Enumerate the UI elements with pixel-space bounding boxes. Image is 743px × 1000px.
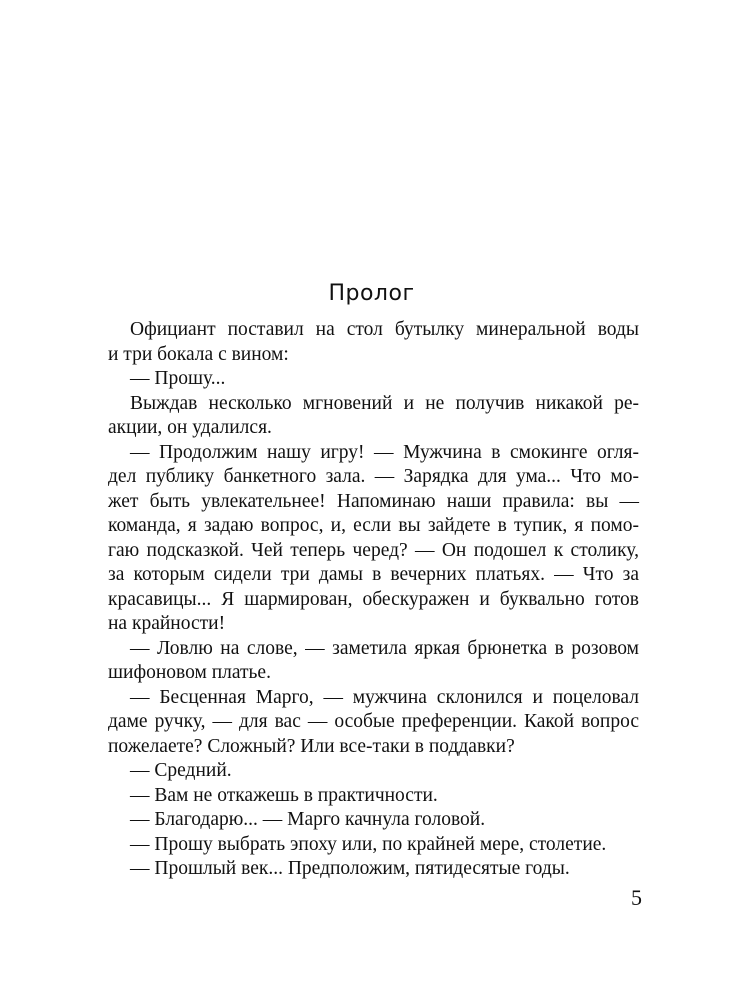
text-line: гаю подсказкой. Чей теперь черед? — Он подошел к столику,	[108, 539, 639, 561]
text-line: красавицы... Я шармирован, обескуражен и буквально готов	[108, 588, 639, 610]
text-line: на крайности!	[108, 613, 226, 634]
text-line: и три бокала с вином:	[108, 343, 289, 365]
text-line: шифоновом платье.	[108, 662, 271, 683]
text-line: — Прошу...	[130, 368, 226, 389]
text-line: команда, я задаю вопрос, и, если вы зайдете в тупик, я помо-	[108, 515, 639, 536]
text-line: даме ручку, — для вас — особые преференции. Какой вопрос	[108, 711, 639, 732]
text-line: Официант поставил на стол бутылку минеральной воды	[130, 319, 639, 340]
text-line: акции, он удалился.	[108, 417, 272, 438]
text-line: пожелаете? Сложный? Или все-таки в поддавки?	[108, 735, 515, 757]
text-line: — Средний.	[130, 760, 232, 781]
text-line: дел публику банкетного зала. — Зарядка для ума... Что мо-	[108, 466, 639, 487]
text-line: — Ловлю на слове, — заметила яркая брюнетка в розовом	[130, 637, 639, 659]
text-line: — Вам не откажешь в практичности.	[130, 784, 438, 806]
text-line: — Прошу выбрать эпоху или, по крайней мере, столетие.	[130, 833, 607, 855]
text-line: — Прошлый век... Предположим, пятидесятые годы.	[130, 858, 570, 879]
text-line: за которым сидели три дамы в вечерних платьях. — Что за	[108, 564, 639, 585]
body-text	[108, 318, 639, 882]
text-line: жет быть увлекательнее! Напоминаю наши правила: вы —	[108, 490, 639, 512]
text-line: — Бесценная Марго, — мужчина склонился и поцеловал	[130, 686, 639, 708]
text-line: — Продолжим нашу игру! — Мужчина в смокинге огля-	[130, 441, 639, 463]
chapter-title: Пролог	[328, 281, 415, 306]
text-line: — Благодарю... — Марго качнула головой.	[130, 809, 486, 830]
text-line: Выждав несколько мгновений и не получив никакой ре-	[130, 392, 639, 414]
page-number: 5	[631, 885, 642, 910]
